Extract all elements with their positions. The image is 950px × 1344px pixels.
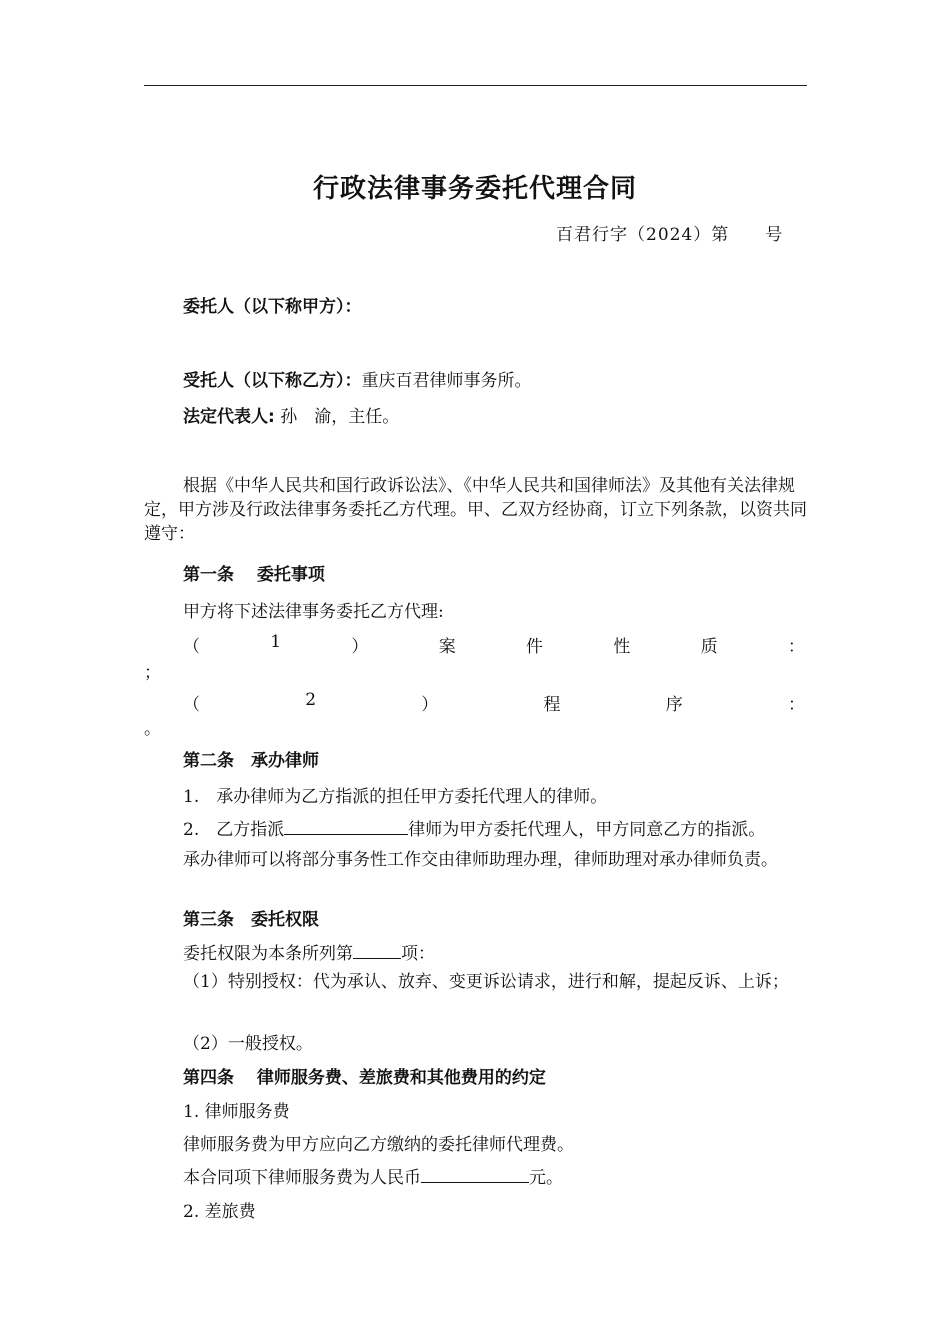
article-2-p2	[183, 815, 765, 840]
lawyer-name-blank[interactable]	[284, 816, 408, 835]
intro-paragraph: 根据《中华人民共和国行政诉讼法》、《中华人民共和国律师法》及其他有关法律规定，甲方涉及行政法律事务委托乙方代理。甲、乙双方经协商，订立下列条款，以资共同遵守：	[144, 476, 807, 544]
article-4-p3	[183, 1163, 563, 1188]
article-4-p3-end: 元。	[529, 1168, 563, 1188]
agent-label: 受托人（以下称乙方）：	[183, 371, 362, 391]
case-nature-char: 性	[613, 637, 631, 657]
article-2-heading: 第二条 承办律师	[183, 751, 319, 771]
procedure-char: （	[183, 695, 200, 715]
procedure-char: ：	[788, 695, 805, 715]
article-2-p3: 承办律师可以将部分事务性工作交由律师助理办理，律师助理对承办律师负责。	[183, 850, 778, 870]
article-4-p4: 2. 差旅费	[183, 1202, 256, 1222]
article-4-p1: 1. 律师服务费	[183, 1102, 290, 1122]
case-nature-line	[183, 632, 805, 657]
representative-value: 孙 渝，主任。	[274, 407, 400, 427]
document-title: 行政法律事务委托代理合同	[312, 174, 637, 204]
procedure-char: 序	[665, 695, 683, 715]
case-nature-char: （	[183, 637, 200, 657]
case-nature-tail: ；	[144, 663, 161, 683]
case-nature-char: 1	[270, 632, 282, 652]
article-3-p1-end: 项：	[401, 944, 435, 964]
case-nature-char: 质	[700, 637, 718, 657]
client-line	[183, 292, 362, 317]
case-nature-char: 件	[526, 637, 544, 657]
procedure-char: ）	[421, 695, 439, 715]
procedure-tail: 。	[144, 719, 161, 739]
article-2-p2-end: 律师为甲方委托代理人，甲方同意乙方的指派。	[408, 820, 766, 840]
agent-value: 重庆百君律师事务所。	[361, 371, 532, 391]
case-nature-char: ）	[351, 637, 369, 657]
client-label: 委托人（以下称甲方）：	[183, 297, 362, 317]
article-4-p3-start: 本合同项下律师服务费为人民币	[183, 1168, 421, 1188]
header-rule	[144, 85, 807, 86]
article-1-p1: 甲方将下述法律事务委托乙方代理:	[183, 602, 444, 622]
article-4-heading: 第四条 律师服务费、差旅费和其他费用的约定	[183, 1068, 546, 1088]
procedure-char: 2	[305, 690, 317, 710]
article-3-p3: （2）一般授权。	[183, 1034, 313, 1054]
procedure-char: 程	[543, 695, 561, 715]
article-3-heading: 第三条 委托权限	[183, 910, 319, 930]
fee-amount-blank[interactable]	[421, 1164, 529, 1183]
article-2-p1: 1. 承办律师为乙方指派的担任甲方委托代理人的律师。	[183, 787, 608, 807]
article-1-heading: 第一条 委托事项	[183, 565, 325, 585]
article-3-p1-start: 委托权限为本条所列第	[183, 944, 353, 964]
representative-line	[183, 402, 399, 427]
representative-label: 法定代表人:	[183, 407, 275, 427]
article-3-p2: （1）特别授权：代为承认、放弃、变更诉讼请求，进行和解，提起反诉、上诉；	[183, 972, 789, 992]
authority-item-blank[interactable]	[353, 940, 401, 959]
article-2-p2-start: 2. 乙方指派	[183, 820, 285, 840]
article-3-p1	[183, 939, 435, 964]
case-nature-char: ：	[787, 637, 805, 657]
article-4-p2: 律师服务费为甲方应向乙方缴纳的委托律师代理费。	[183, 1135, 574, 1155]
reference-number: 百君行字（2024）第 号	[556, 225, 784, 245]
procedure-line	[183, 690, 805, 715]
case-nature-char: 案	[438, 637, 456, 657]
agent-line	[183, 366, 532, 391]
